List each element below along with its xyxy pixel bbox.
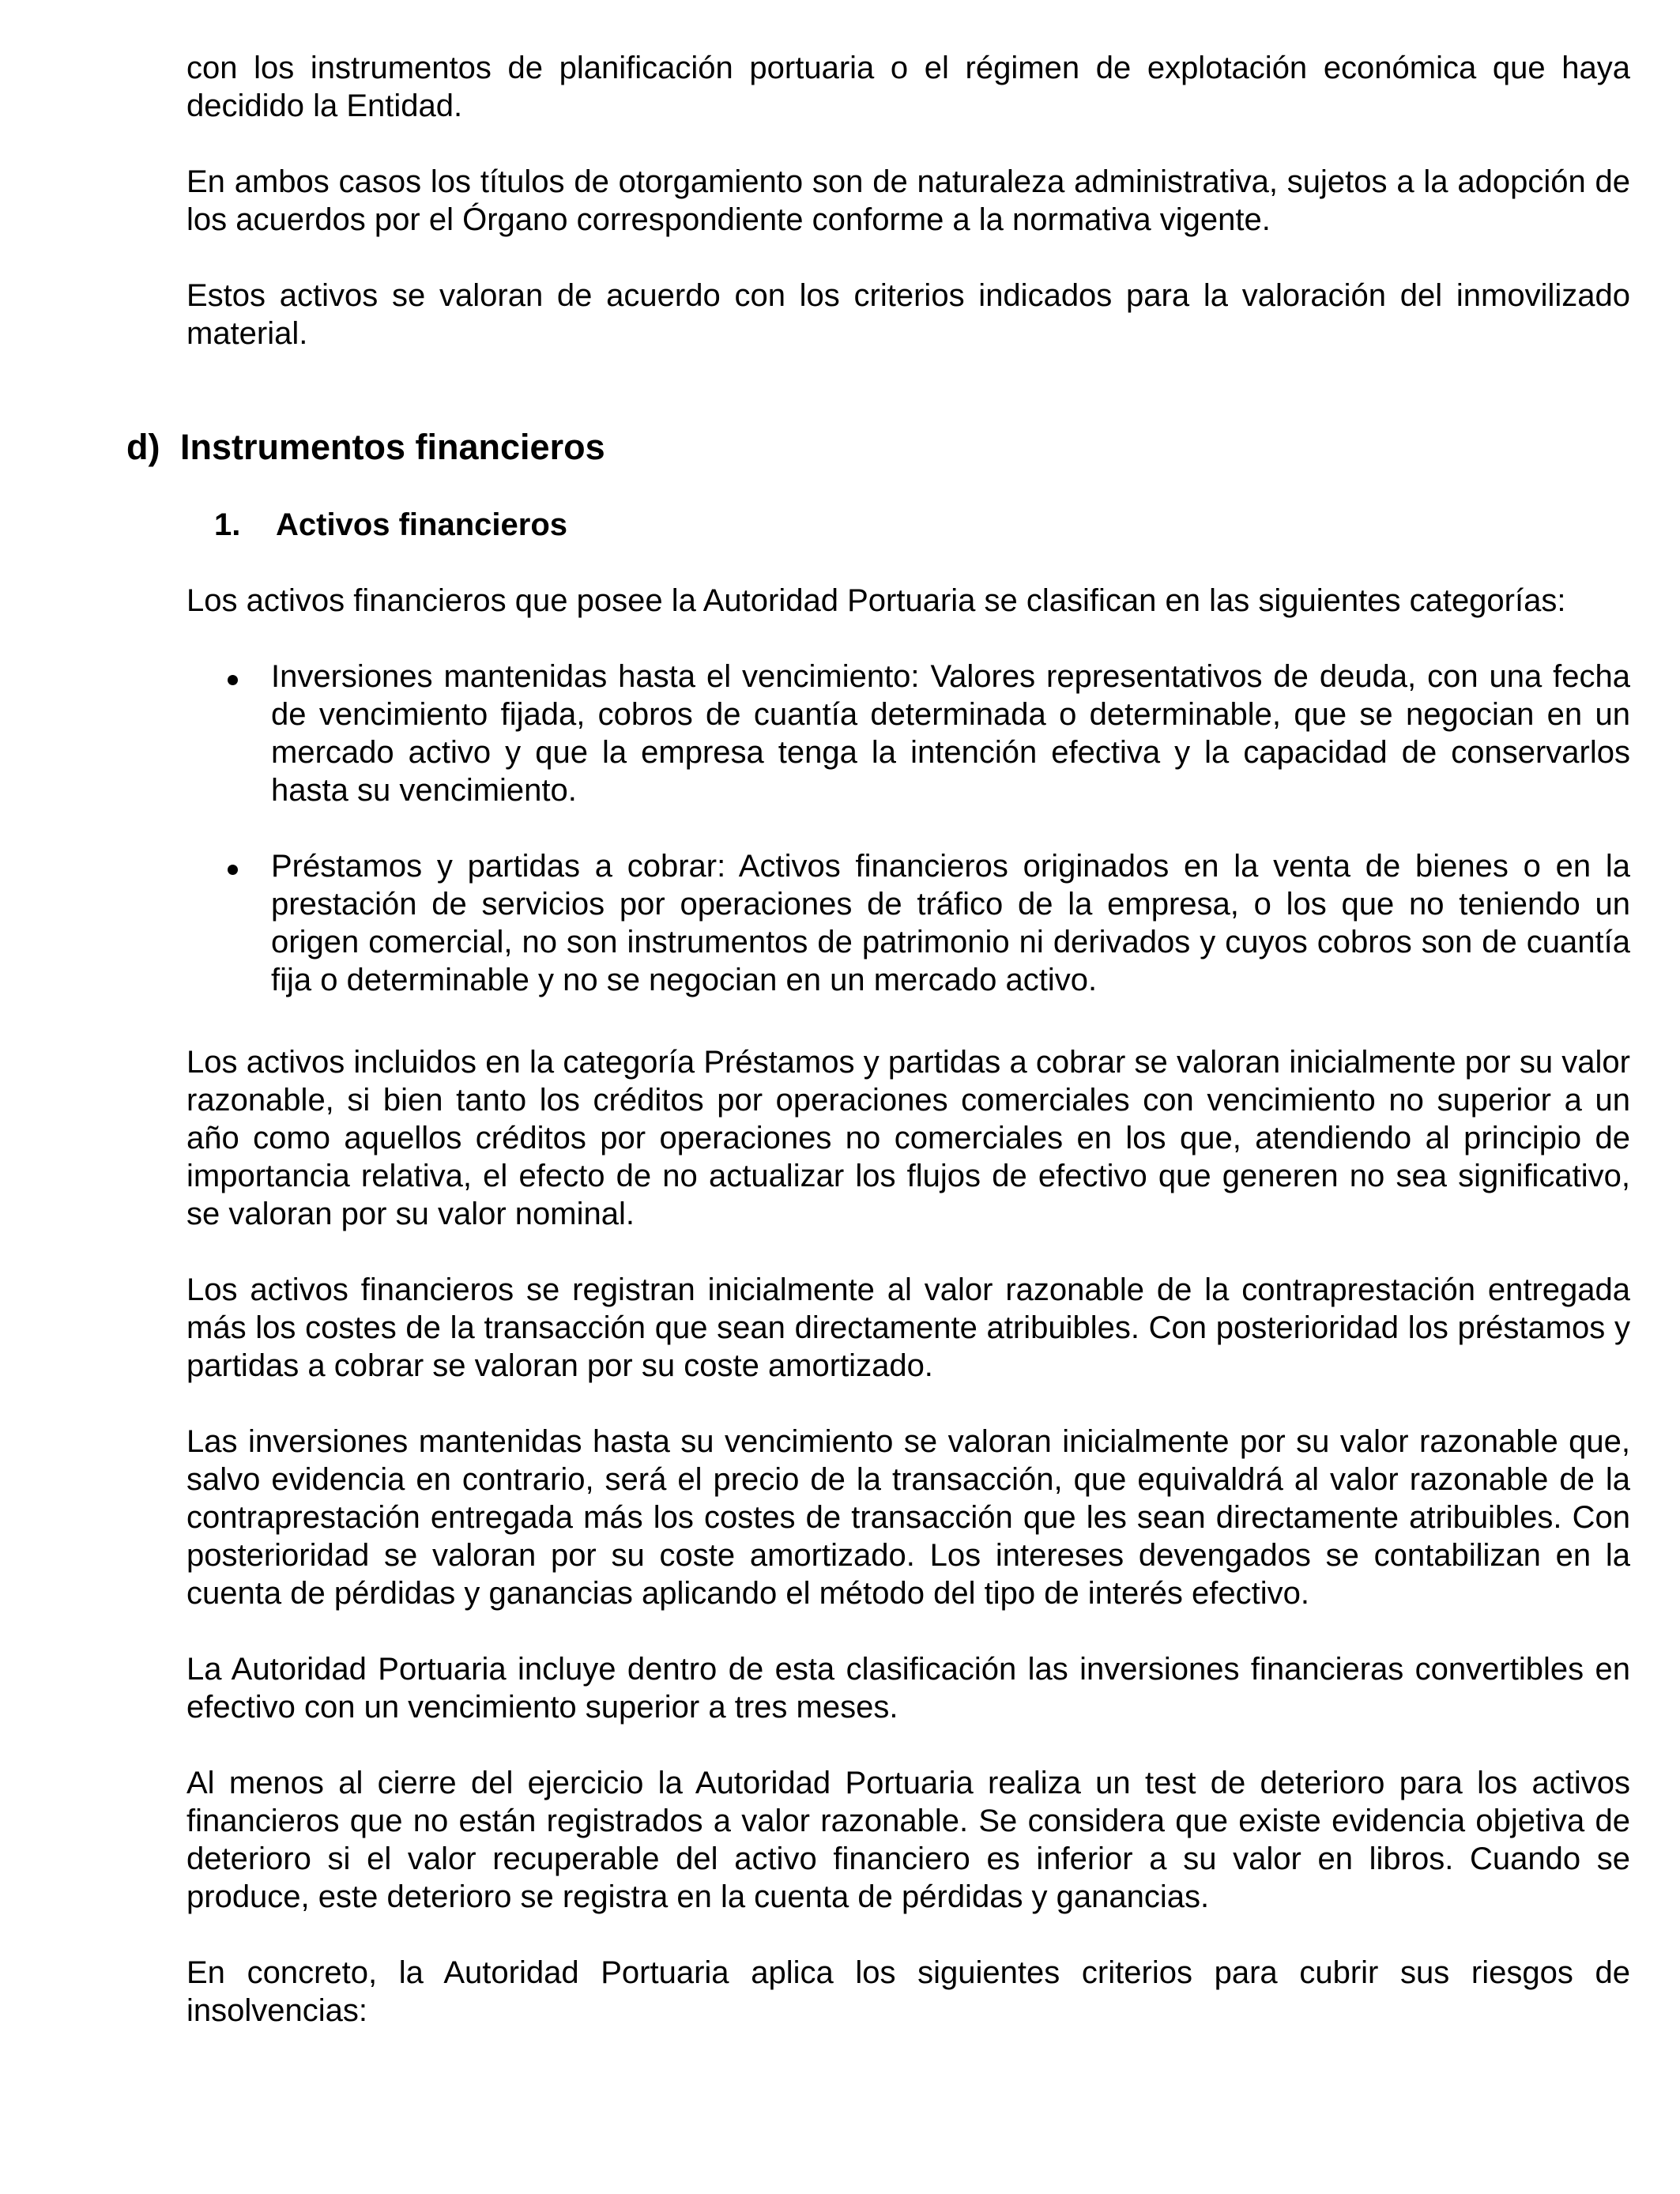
paragraph-planning-instruments: con los instrumentos de planificación portuaria o el régimen de explotación económica que haya decidido la Entidad. bbox=[186, 51, 1630, 123]
bullet-text-loans-receivables: Préstamos y partidas a cobrar: Activos financieros originados en la venta de bienes o en la prestación de servicios por operaciones de tráfico de la empresa, o los que no teniendo un origen comercial, no son instrumentos de patrimonio ni derivados y cuyos cobros son de cuantía fija o determinable y no se negocian en un mercado activo. bbox=[271, 849, 1630, 997]
paragraph-convertible-investments: La Autoridad Portuaria incluye dentro de esta clasificación las inversiones financieras convertibles en efectivo con un vencimiento superior a tres meses. bbox=[186, 1652, 1630, 1725]
paragraph-loans-valuation: Los activos incluidos en la categoría Préstamos y partidas a cobrar se valoran inicialmente por su valor razonable, si bien tanto los créditos por operaciones comerciales con vencimiento no superior a un año como aquellos créditos por operaciones no comerciales en los que, atendiendo al principio de importancia relativa, el efecto de no actualizar los flujos de efectivo que generen no sea significativo, se valoran por su valor nominal. bbox=[186, 1045, 1630, 1231]
paragraph-impairment-test: Al menos al cierre del ejercicio la Autoridad Portuaria realiza un test de deterioro para los activos financieros que no están registrados a valor razonable. Se considera que existe evidencia objetiva de deterioro si el valor recuperable del activo financiero es inferior a su valor en libros. Cuando se produce, este deterioro se registra en la cuenta de pérdidas y ganancias. bbox=[186, 1766, 1630, 1914]
paragraph-intro-categories: Los activos financieros que posee la Autoridad Portuaria se clasifican en las siguientes categorías: bbox=[186, 583, 1566, 618]
bullet-icon bbox=[228, 865, 238, 875]
subsection-number: 1. bbox=[214, 507, 241, 542]
subsection-title: Activos financieros bbox=[276, 507, 568, 542]
subsection-heading bbox=[214, 506, 567, 544]
bullet-icon bbox=[228, 675, 238, 685]
bullet-text-held-to-maturity: Inversiones mantenidas hasta el vencimiento: Valores representativos de deuda, con una fecha de vencimiento fijada, cobros de cuantía determinada o determinable, que se negocian en un mercado activo y que la empresa tenga la intención efectiva y la capacidad de conservarlos hasta su vencimiento. bbox=[271, 659, 1630, 808]
paragraph-valuation-criteria: Estos activos se valoran de acuerdo con los criterios indicados para la valoración del inmovilizado material. bbox=[186, 278, 1630, 351]
section-title: Instrumentos financieros bbox=[180, 427, 605, 467]
paragraph-administrative-titles: En ambos casos los títulos de otorgamiento son de naturaleza administrativa, sujetos a la adopción de los acuerdos por el Órgano correspondiente conforme a la normativa vigente. bbox=[186, 164, 1630, 237]
paragraph-held-to-maturity-valuation: Las inversiones mantenidas hasta su vencimiento se valoran inicialmente por su valor razonable que, salvo evidencia en contrario, será el precio de la transacción, que equivaldrá al valor razonable de la contraprestación entregada más los costes de transacción que les sean directamente atribuibles. Con posterioridad se valoran por su coste amortizado. Los intereses devengados se contabilizan en la cuenta de pérdidas y ganancias aplicando el método del tipo de interés efectivo. bbox=[186, 1424, 1630, 1611]
section-letter: d) bbox=[126, 427, 160, 467]
paragraph-initial-registration: Los activos financieros se registran inicialmente al valor razonable de la contraprestación entregada más los costes de la transacción que sean directamente atribuibles. Con posterioridad los préstamos y partidas a cobrar se valoran por su coste amortizado. bbox=[186, 1272, 1630, 1383]
paragraph-insolvency-criteria: En concreto, la Autoridad Portuaria aplica los siguientes criterios para cubrir sus riesgos de insolvencias: bbox=[186, 1955, 1630, 2028]
section-heading bbox=[126, 425, 605, 469]
